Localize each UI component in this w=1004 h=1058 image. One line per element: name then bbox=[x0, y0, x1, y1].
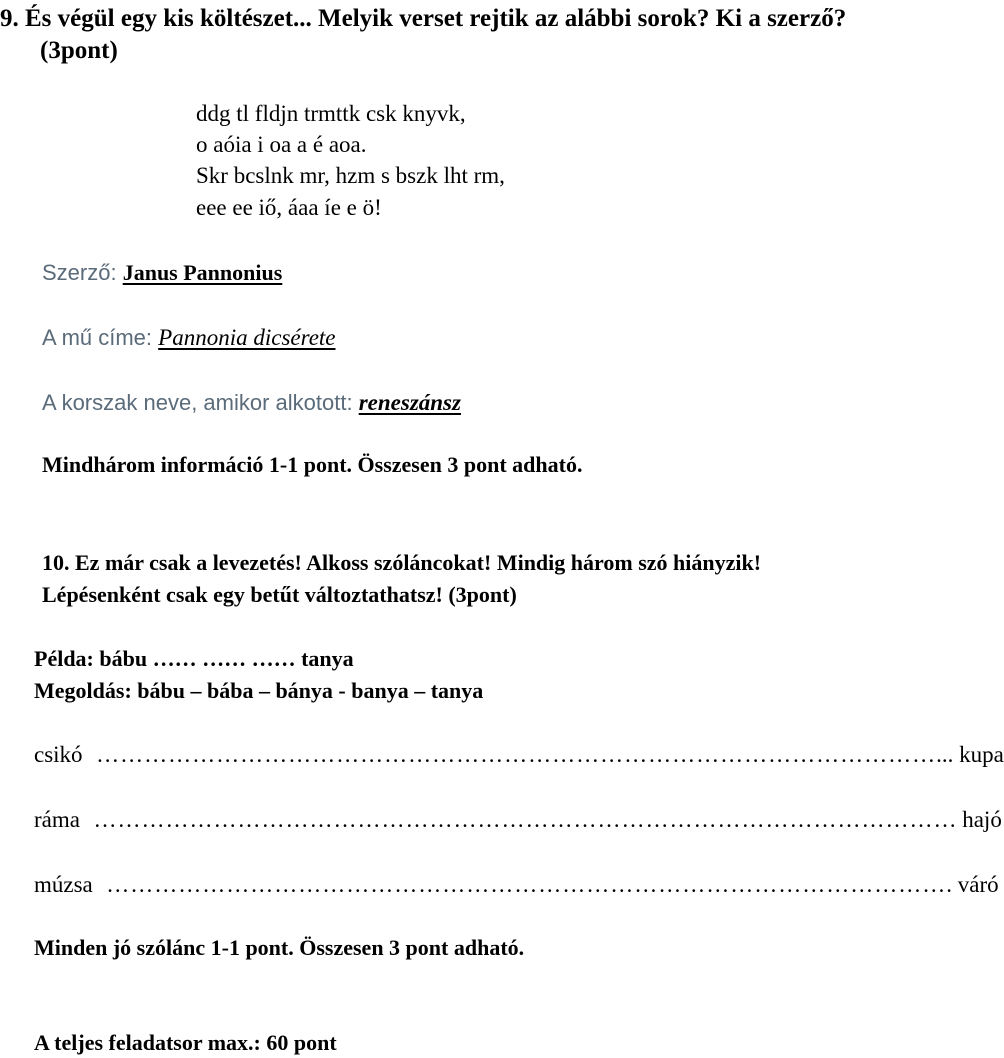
work-row bbox=[42, 326, 336, 349]
q10-title-line1: 10. Ez már csak a levezetés! Alkoss szóláncokat! Mindig három szó hiányzik! bbox=[42, 550, 762, 575]
q10-solution: Megoldás: bábu – bába – bánya - banya – tanya bbox=[34, 678, 484, 703]
chain-start: csikó bbox=[34, 742, 83, 767]
q9-title: 9. És végül egy kis költészet... Melyik verset rejtik az alábbi sorok? Ki a szerző? bbox=[0, 5, 847, 32]
q10-example: Példa: bábu …… …… …… tanya bbox=[34, 646, 354, 671]
author-label: Szerző: bbox=[42, 260, 123, 285]
work-label: A mű címe: bbox=[42, 325, 159, 350]
author-row bbox=[42, 262, 282, 284]
total-points: A teljes feladatsor max.: 60 pont bbox=[34, 1030, 337, 1055]
chain-row-1 bbox=[34, 742, 1004, 767]
chain-end: … hajó bbox=[933, 807, 1002, 832]
era-label: A korszak neve, amikor alkotott: bbox=[42, 390, 359, 415]
era-row bbox=[42, 391, 461, 414]
chain-blank[interactable]: …………………………………………………………………………………………… bbox=[92, 872, 947, 897]
q9-scoring: Mindhárom információ 1-1 pont. Összesen 3 pont adható. bbox=[42, 452, 583, 477]
poem-line-4: eee ee iő, áaa íe e ö! bbox=[196, 195, 382, 220]
q10-title-line2: Lépésenként csak egy betűt változtathatsz! (3pont) bbox=[42, 582, 517, 607]
chain-start: ráma bbox=[34, 807, 80, 832]
era-value: reneszánsz bbox=[358, 390, 461, 415]
author-value: Janus Pannonius bbox=[122, 260, 283, 285]
chain-blank[interactable]: …………………………………………………………………………………………… bbox=[82, 742, 937, 767]
chain-end: ... kupa bbox=[936, 742, 1004, 767]
chain-row-3 bbox=[34, 872, 999, 897]
q10-scoring: Minden jó szólánc 1-1 pont. Összesen 3 pont adható. bbox=[34, 935, 525, 960]
q9-points: (3pont) bbox=[40, 37, 118, 64]
chain-start: múzsa bbox=[34, 872, 93, 897]
chain-end: . váró bbox=[946, 872, 999, 897]
poem-line-1: ddg tl fldjn trmttk csk knyvk, bbox=[196, 101, 466, 126]
poem-line-2: o aóia i oa a é aoa. bbox=[196, 132, 367, 157]
work-value: Pannonia dicsérete bbox=[158, 325, 336, 350]
poem-line-3: Skr bcslnk mr, hzm s bszk lht rm, bbox=[196, 163, 505, 188]
chain-blank[interactable]: …………………………………………………………………………………………… bbox=[79, 807, 934, 832]
chain-row-2 bbox=[34, 807, 1002, 832]
